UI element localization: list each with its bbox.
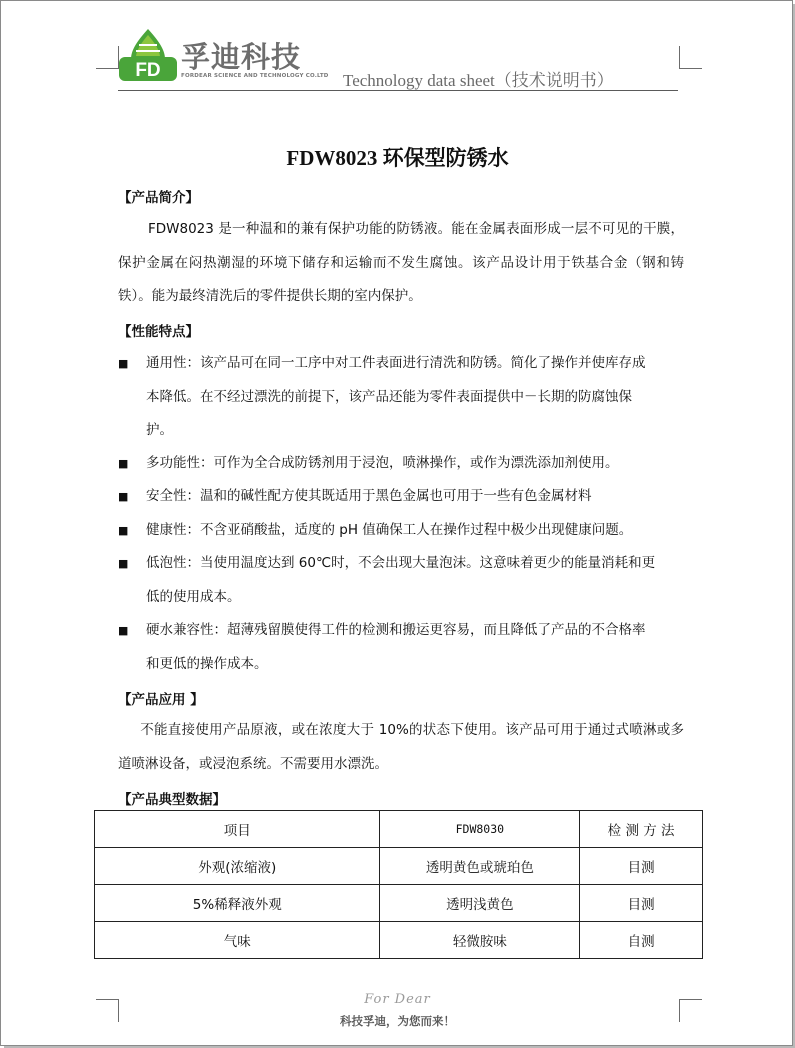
table-cell: 5%稀释液外观 xyxy=(95,885,380,922)
application-text: 不能直接使用产品原液，或在浓度大于 10%的状态下使用。该产品可用于通过式喷淋或多道喷淋设备，或浸泡系统。不需要用水漂洗。 xyxy=(118,722,684,772)
feature-text: 安全性：温和的碱性配方使其既适用于黑色金属也可用于一些有色金属材料 xyxy=(146,488,592,504)
table-header-cell: 检 测 方 法 xyxy=(580,811,703,848)
svg-text:FD: FD xyxy=(135,60,161,81)
footer-slogan: 科技孚迪，为您而来！ xyxy=(340,1014,455,1028)
table-cell: 外观(浓缩液) xyxy=(95,848,380,885)
document-title: FDW8023 环保型防锈水 xyxy=(286,146,509,170)
table-cell: 轻微胺味 xyxy=(380,922,580,959)
typical-data-table xyxy=(94,810,703,959)
intro-text: FDW8023 是一种温和的兼有保护功能的防锈液。能在金属表面形成一层不可见的干膜，保护金属在闷热潮湿的环境下储存和运输而不发生腐蚀。该产品设计用于铁基合金（钢和铸铁）。能为最终清洗后的零件提供长期的室内保护。 xyxy=(118,221,684,304)
bullet-square-icon: ■ xyxy=(118,557,129,570)
section-heading-application: 【产品应用 】 xyxy=(118,692,204,708)
bullet-square-icon: ■ xyxy=(118,490,129,503)
bullet-square-icon: ■ xyxy=(118,457,129,470)
header-divider xyxy=(118,90,678,91)
feature-text: 健康性：不含亚硝酸盐，适度的 pH 值确保工人在操作过程中极少出现健康问题。 xyxy=(146,522,633,538)
footer-script-logo: For Dear xyxy=(364,992,431,1007)
table-cell: 目测 xyxy=(580,848,703,885)
crop-mark-top-right xyxy=(679,46,702,69)
section-heading-features: 【性能特点】 xyxy=(118,324,199,340)
crop-mark-top-left xyxy=(96,46,119,69)
table-row xyxy=(95,885,703,922)
bullet-square-icon: ■ xyxy=(118,524,129,537)
table-cell: 透明黄色或琥珀色 xyxy=(380,848,580,885)
feature-text: 硬水兼容性：超薄残留膜使得工件的检测和搬运更容易，而且降低了产品的不合格率和更低的操作成本。 xyxy=(146,622,646,672)
table-cell: 目测 xyxy=(580,885,703,922)
table-header-row xyxy=(95,811,703,848)
bullet-square-icon: ■ xyxy=(118,357,129,370)
brand-name-cn: 孚迪科技 xyxy=(181,40,302,74)
table-cell: 自测 xyxy=(580,922,703,959)
feature-text: 多功能性：可作为全合成防锈剂用于浸泡，喷淋操作，或作为漂洗添加剂使用。 xyxy=(146,455,619,471)
table-row xyxy=(95,848,703,885)
table-cell: 透明浅黄色 xyxy=(380,885,580,922)
table-header-cell: FDW8030 xyxy=(380,811,580,848)
table-row xyxy=(95,922,703,959)
bullet-square-icon: ■ xyxy=(118,624,129,637)
brand-name-en: FORDEAR SCIENCE AND TECHNOLOGY CO.LTD xyxy=(181,73,329,79)
section-heading-intro: 【产品简介】 xyxy=(118,190,199,206)
application-paragraph xyxy=(118,714,684,781)
company-logo xyxy=(117,27,179,83)
table-cell: 气味 xyxy=(95,922,380,959)
section-heading-data: 【产品典型数据】 xyxy=(118,792,226,808)
feature-text: 通用性：该产品可在同一工序中对工件表面进行清洗和防锈。简化了操作并使库存成本降低。在不经过漂洗的前提下，该产品还能为零件表面提供中－长期的防腐蚀保护。 xyxy=(146,355,646,438)
document-type: Technology data sheet（技术说明书） xyxy=(343,71,614,90)
feature-text: 低泡性：当使用温度达到 60℃时，不会出现大量泡沫。这意味着更少的能量消耗和更低的使用成本。 xyxy=(146,555,656,605)
intro-paragraph xyxy=(118,213,684,314)
table-header-cell: 项目 xyxy=(95,811,380,848)
